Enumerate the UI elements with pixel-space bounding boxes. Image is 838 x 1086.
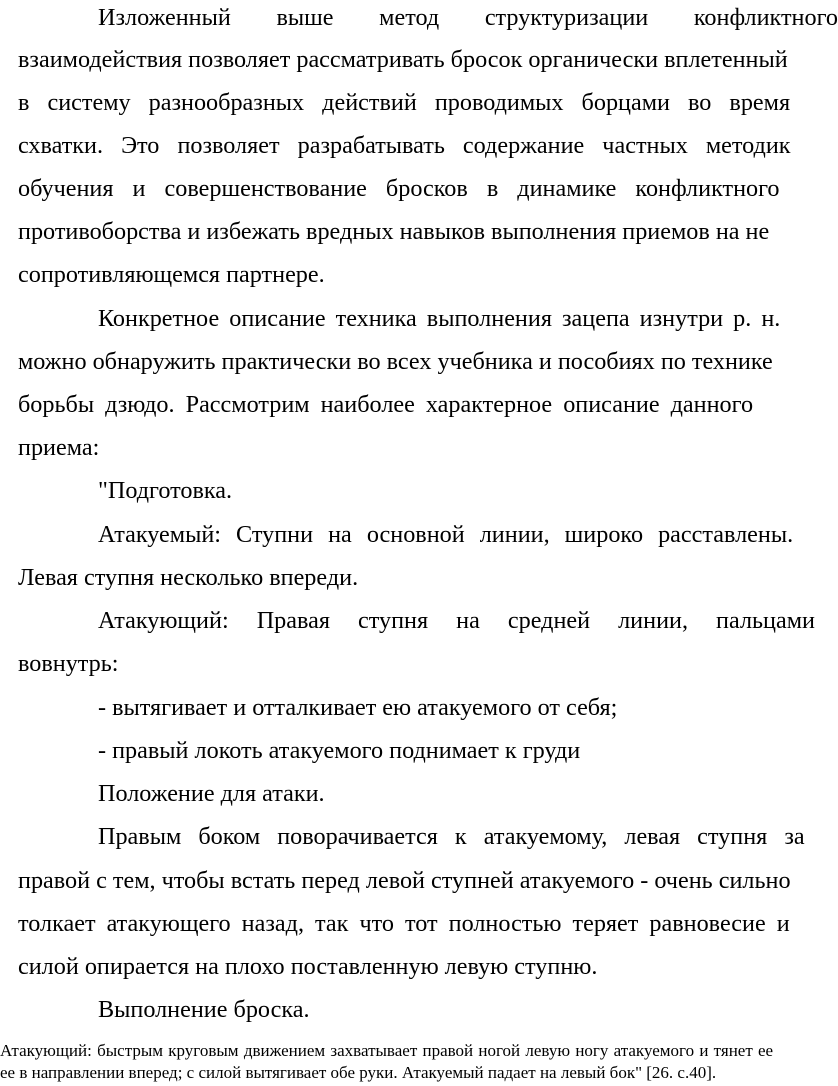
text-line: Положение для атаки. [98, 780, 325, 807]
text-word: структуризации [484, 4, 649, 31]
text-line: Конкретное описание техника выполнения зацепа изнутри р. н. [98, 305, 781, 332]
text-line: можно обнаружить практически во всех учебника и пособиях по технике [18, 348, 773, 375]
text-line: сопротивляющемся партнере. [18, 261, 325, 288]
text-line: Атакующий: Правая ступня на средней линии, пальцами [98, 607, 815, 634]
text-word: конфликтного [693, 4, 838, 31]
text-line: приема: [18, 434, 100, 461]
text-line: правой с тем, чтобы встать перед левой ступней атакуемого - очень сильно [18, 867, 791, 894]
text-line: взаимодействия позволяет рассматривать бросок органически вплетенный [18, 46, 788, 73]
text-line: Атакуемый: Ступни на основной линии, широко расставлены. [98, 521, 794, 548]
text-line: Выполнение броска. [98, 996, 310, 1023]
text-line: Левая ступня несколько впереди. [18, 564, 359, 591]
text-line: - вытягивает и отталкивает ею атакуемого от себя; [98, 694, 618, 721]
text-line: силой опирается на плохо поставленную левую ступню. [18, 953, 598, 980]
text-line: - правый локоть атакуемого поднимает к груди [98, 737, 581, 764]
text-line: "Подготовка. [98, 477, 233, 504]
text-line: в систему разнообразных действий проводимых борцами во время [18, 89, 791, 116]
text-word: выше [276, 4, 334, 31]
text-word: метод [379, 4, 440, 31]
text-line [98, 4, 838, 32]
text-line: вовнутрь: [18, 650, 119, 677]
text-line: Правым боком поворачивается к атакуемому, левая ступня за [98, 823, 805, 850]
text-line: борьбы дзюдо. Рассмотрим наиболее характерное описание данного [18, 391, 754, 418]
text-line: схватки. Это позволяет разрабатывать содержание частных методик [18, 132, 791, 159]
footnote-line: ее в направлении вперед; с силой вытягивает обе руки. Атакуемый падает на левый бок" [26. с.40]. [0, 1063, 717, 1082]
text-line: обучения и совершенствование бросков в динамике конфликтного [18, 175, 780, 202]
footnote-line: Атакующий: быстрым круговым движением захватывает правой ногой левую ногу атакуемого и тянет ее [0, 1041, 774, 1060]
text-line: толкает атакующего назад, так что тот полностью теряет равновесие и [18, 910, 790, 937]
text-line: противоборства и избежать вредных навыков выполнения приемов на не [18, 218, 770, 245]
text-word: Изложенный [98, 4, 231, 31]
